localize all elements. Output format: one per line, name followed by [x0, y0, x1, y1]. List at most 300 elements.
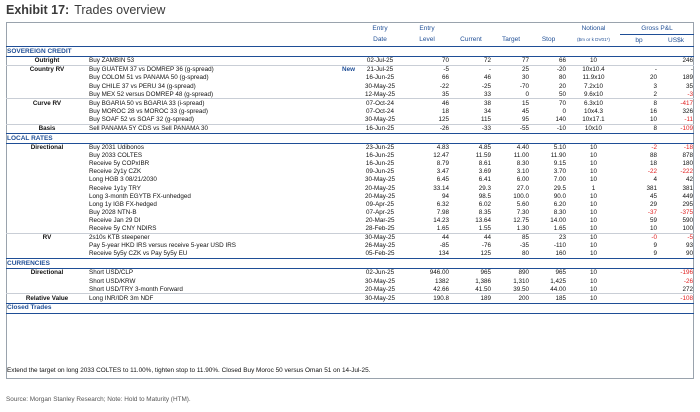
trade-description: Buy 2031 Udibonos [89, 144, 144, 152]
entry-level: 18 [441, 107, 449, 115]
header-stop: Stop [530, 35, 567, 47]
target-level: 80 [492, 250, 530, 259]
trade-row [6, 225, 694, 234]
current-level: 189 [450, 294, 492, 303]
stop-level: 5.10 [553, 144, 566, 152]
trade-description: Receive Jan 29 DI [89, 216, 141, 224]
new-badge [324, 201, 356, 209]
pnl-usdk: -109 [658, 124, 694, 133]
pnl-usdk: 93 [685, 242, 693, 250]
header-blank [530, 23, 567, 35]
new-badge [324, 250, 356, 259]
current-level: 8.35 [478, 208, 491, 216]
header-entry-level-2: Level [404, 35, 450, 47]
section-header [6, 259, 694, 269]
stop-level: 44.00 [550, 285, 566, 293]
pnl-bp: 88 [649, 152, 657, 160]
entry-level: 12.47 [433, 152, 449, 160]
section-title: Closed Trades [6, 303, 694, 313]
notional: 10x10.4 [567, 66, 620, 75]
pnl-bp [620, 269, 658, 278]
target-level: 30 [521, 74, 529, 82]
pnl-usdk: -26 [683, 277, 693, 285]
trade-row [6, 250, 694, 259]
pnl-usdk: 35 [685, 82, 693, 90]
current-level: 11.59 [475, 152, 491, 160]
row-category: Curve RV [6, 99, 88, 108]
target-level: 5.60 [516, 200, 529, 208]
current-level: 4.85 [478, 144, 491, 152]
header-blank [450, 23, 492, 35]
pnl-usdk: 449 [682, 192, 693, 200]
target-level: 8.30 [516, 160, 529, 168]
notional: 10 [589, 176, 597, 184]
current-level: 6.02 [478, 200, 491, 208]
entry-date: 28-Feb-25 [365, 225, 395, 233]
row-category: Directional [30, 144, 64, 152]
pnl-bp: 3 [653, 82, 657, 90]
pnl-bp: 8 [620, 99, 658, 108]
trade-description: Sell PANAMA 5Y CDS vs Sell PANAMA 30 [88, 124, 324, 133]
row-category [6, 242, 88, 250]
new-badge [324, 168, 356, 176]
target-level: 85 [492, 233, 530, 242]
entry-date: 12-May-25 [364, 90, 396, 98]
notional: 10 [589, 208, 597, 216]
target-level: 27.0 [516, 184, 529, 192]
row-category: RV [6, 233, 88, 242]
notional: 6.3x10 [567, 99, 620, 108]
target-level: 77 [521, 57, 529, 65]
current-level: 1.55 [478, 225, 491, 233]
entry-date: 23-Jun-25 [365, 144, 395, 152]
current-level: 38 [450, 99, 492, 108]
pnl-usdk: 381 [682, 184, 693, 192]
entry-date: 16-Jun-25 [356, 124, 404, 133]
pnl-usdk: -375 [680, 208, 693, 216]
entry-date: 21-Jul-25 [356, 66, 404, 75]
new-badge [324, 277, 356, 285]
current-level: 72 [483, 57, 491, 65]
stop-level: 6.20 [553, 200, 566, 208]
notional: 10 [589, 192, 597, 200]
pnl-bp: 381 [646, 184, 657, 192]
row-category [6, 152, 88, 160]
current-level: 13.64 [475, 216, 491, 224]
target-level: 45 [521, 107, 529, 115]
stop-level: 965 [555, 269, 566, 277]
pnl-usdk: -5 [658, 233, 694, 242]
pnl-usdk: -196 [680, 269, 693, 277]
pnl-bp: 10 [649, 225, 657, 233]
target-level: 200 [492, 294, 530, 303]
trade-description: 2s10s KTB steepener [88, 233, 324, 242]
pnl-usdk: 295 [682, 200, 693, 208]
current-level: - [450, 66, 492, 75]
current-level: 98.5 [478, 192, 491, 200]
entry-date: 30-May-25 [364, 277, 396, 285]
section-title: SOVEREIGN CREDIT [6, 47, 694, 57]
entry-date: 02-Jul-25 [366, 57, 394, 65]
entry-level: 4.83 [436, 144, 449, 152]
pnl-usdk: 189 [682, 74, 693, 82]
pnl-usdk: 326 [682, 107, 693, 115]
trade-row [6, 82, 694, 90]
source-note: Source: Morgan Stanley Research; Note: Hold to Maturity (HTM). [6, 396, 191, 403]
notional: 10 [589, 144, 597, 152]
header-blank [6, 35, 88, 47]
notional: 9.6x10 [584, 90, 603, 98]
trade-row [6, 90, 694, 99]
header-blank [88, 35, 324, 47]
current-level: 44 [450, 233, 492, 242]
target-level: 1.30 [516, 225, 529, 233]
row-category [6, 285, 88, 294]
pnl-bp: 2 [653, 90, 657, 98]
stop-level: 50 [558, 90, 566, 98]
trade-row [6, 233, 694, 242]
entry-date: 07-Oct-24 [366, 107, 394, 115]
target-level: -35 [519, 242, 529, 250]
section-title: LOCAL RATES [6, 133, 694, 143]
entry-date: 05-Feb-25 [356, 250, 404, 259]
target-level: 7.30 [516, 208, 529, 216]
new-badge [324, 116, 356, 125]
entry-level: 8.79 [436, 160, 449, 168]
trade-row [6, 143, 694, 152]
new-badge [324, 269, 356, 278]
stop-level: 7.00 [553, 176, 566, 184]
row-category [6, 277, 88, 285]
entry-date: 20-May-25 [364, 285, 396, 293]
row-category: Directional [30, 269, 64, 277]
current-level: 6.41 [478, 176, 491, 184]
current-level: -76 [481, 242, 491, 250]
trade-description: Receive 1y1y TRY [89, 184, 141, 192]
trade-row [6, 294, 694, 303]
header-entry-level-1: Entry [419, 24, 435, 32]
stop-level: 1.65 [553, 225, 566, 233]
target-level: -55 [492, 124, 530, 133]
entry-level: 33.14 [433, 184, 449, 192]
entry-level: 46 [404, 99, 450, 108]
entry-level: 44 [404, 233, 450, 242]
current-level: 965 [480, 269, 491, 277]
trade-description: Long 3-month EGYTB FX-unhedged [89, 192, 191, 200]
new-badge [324, 152, 356, 160]
entry-level: 3.47 [436, 168, 449, 176]
new-badge: New [324, 66, 356, 75]
new-badge [324, 160, 356, 168]
header-blank [492, 23, 530, 35]
entry-date: 02-Jun-25 [365, 269, 395, 277]
stop-level: 90.0 [553, 192, 566, 200]
trade-description: Receive 5y COPxIBR [89, 160, 150, 168]
entry-level: 42.66 [433, 285, 449, 293]
trade-row [6, 192, 694, 200]
trade-description: Buy 2033 COLTES [89, 152, 143, 160]
pnl-usdk: -3 [687, 90, 693, 98]
header-gross-pnl: Gross P&L [620, 23, 694, 35]
entry-level: -85 [439, 242, 449, 250]
notional: 10 [589, 277, 597, 285]
stop-level: 140 [555, 115, 566, 123]
target-level: 100.0 [513, 192, 529, 200]
header-blank [324, 23, 356, 35]
pnl-usdk: 246 [682, 57, 693, 65]
notional: 10 [589, 57, 597, 65]
entry-level: 125 [438, 115, 449, 123]
new-badge [324, 57, 356, 66]
entry-level: 190.8 [404, 294, 450, 303]
target-level: 890 [518, 269, 529, 277]
trade-row [6, 116, 694, 125]
stop-level: 70 [530, 99, 567, 108]
entry-level: 94 [441, 192, 449, 200]
entry-date: 30-May-25 [364, 115, 396, 123]
trade-row [6, 124, 694, 133]
target-level: 4.40 [516, 144, 529, 152]
entry-level: 1382 [434, 277, 449, 285]
exhibit-label: Exhibit 17: [6, 3, 70, 17]
entry-level: 7.98 [436, 208, 449, 216]
stop-level: 66 [558, 57, 566, 65]
stop-level: 23 [530, 233, 567, 242]
trades-table [6, 23, 694, 314]
trade-description: Buy 2028 NTN-B [89, 208, 137, 216]
notional: 10x10 [567, 124, 620, 133]
stop-level: 9.15 [553, 160, 566, 168]
entry-level: 946.00 [429, 269, 449, 277]
stop-level: -20 [530, 66, 567, 75]
trade-row [6, 217, 694, 225]
current-level: 34 [483, 107, 491, 115]
trade-row [6, 277, 694, 285]
pnl-usdk: 180 [682, 160, 693, 168]
new-badge [324, 124, 356, 133]
new-badge [324, 108, 356, 116]
pnl-bp: 45 [649, 192, 657, 200]
trade-row [6, 108, 694, 116]
pnl-bp: 9 [653, 242, 657, 250]
row-category [6, 82, 88, 90]
notional: 10 [589, 285, 597, 293]
target-level: 0 [525, 90, 529, 98]
section-header [6, 133, 694, 143]
header-entry-date-2: Date [356, 35, 404, 47]
notional: 11.9x10 [582, 74, 605, 82]
row-category [6, 176, 88, 184]
pnl-usdk: 878 [682, 152, 693, 160]
trade-row [6, 57, 694, 66]
pnl-usdk: 272 [682, 285, 693, 293]
notional: 10 [589, 200, 597, 208]
entry-level: 14.23 [433, 216, 449, 224]
target-level: 1,310 [513, 277, 529, 285]
row-category: Country RV [6, 66, 88, 75]
entry-date: 30-May-25 [356, 294, 404, 303]
pnl-bp: - [620, 66, 658, 75]
entry-level: -5 [404, 66, 450, 75]
new-badge [324, 225, 356, 234]
notional: 7.2x10 [584, 82, 603, 90]
target-level: 11.00 [513, 152, 529, 160]
stop-level: 1,425 [550, 277, 566, 285]
notional: 10 [589, 168, 597, 176]
new-badge [324, 74, 356, 82]
row-category: Relative Value [6, 294, 88, 303]
pnl-usdk: 90 [658, 250, 694, 259]
pnl-bp: 29 [649, 200, 657, 208]
header-notional-1: Notional [581, 24, 606, 32]
pnl-bp: 20 [649, 74, 657, 82]
row-category [6, 250, 88, 259]
entry-date: 26-May-25 [364, 242, 396, 250]
entry-date: 20-Mar-25 [365, 216, 395, 224]
new-badge [324, 294, 356, 303]
pnl-bp [620, 57, 658, 66]
stop-level: 3.70 [553, 168, 566, 176]
notional: 10 [567, 250, 620, 259]
current-level: 29.3 [478, 184, 491, 192]
pnl-usdk: -222 [680, 168, 693, 176]
header-entry-date-1: Entry [372, 24, 388, 32]
pnl-bp: 8 [620, 124, 658, 133]
trade-row [6, 152, 694, 160]
trade-row [6, 66, 694, 75]
trade-row [6, 209, 694, 217]
notional: 10 [589, 216, 597, 224]
new-badge [324, 90, 356, 99]
row-category [6, 217, 88, 225]
new-badge [324, 242, 356, 250]
entry-date: 16-Jun-25 [365, 160, 395, 168]
trade-row [6, 160, 694, 168]
entry-level: -22 [439, 82, 449, 90]
entry-level: 35 [441, 90, 449, 98]
row-category [6, 74, 88, 82]
entry-level: 1.65 [436, 225, 449, 233]
new-badge [324, 184, 356, 192]
notional: 10x4.3 [584, 107, 603, 115]
trade-description: Short USD/TRY 3-month Forward [89, 285, 183, 293]
entry-level: 6.45 [436, 176, 449, 184]
pnl-usdk: -18 [683, 144, 693, 152]
trade-description: Long 1y IGB FX-hedged [89, 200, 157, 208]
trade-row [6, 201, 694, 209]
trade-description: Receive 5y CNY NDIRS [89, 225, 157, 233]
entry-date: 20-May-25 [364, 192, 396, 200]
trade-description: Buy ZAMBIN 53 [89, 57, 135, 65]
trade-row [6, 269, 694, 278]
trade-description: Long INR/IDR 3m NDF [88, 294, 324, 303]
trade-description: Buy MOROC 28 vs MOROC 33 (g-spread) [89, 107, 208, 115]
pnl-usdk: 42 [685, 176, 693, 184]
footnote-text: Extend the target on long 2033 COLTES to 11.00%, tighten stop to 11.90%. Closed Buy Moroc 50 versus Oman 51 on 14-Jul-25. [7, 367, 371, 374]
header-blank [6, 23, 88, 35]
current-level: -25 [481, 82, 491, 90]
header-target: Target [492, 35, 530, 47]
target-level: 12.75 [513, 216, 529, 224]
trade-description: Pay 5-year HKD IRS versus receive 5-year USD IRS [89, 242, 236, 250]
header-blank [88, 23, 324, 35]
entry-level: 70 [441, 57, 449, 65]
pnl-usdk: -417 [658, 99, 694, 108]
entry-date: 30-May-25 [364, 82, 396, 90]
notional: 1 [591, 184, 596, 192]
stop-level: -110 [553, 242, 566, 250]
row-category [6, 108, 88, 116]
new-badge [324, 285, 356, 294]
header-bp: bp [620, 35, 658, 47]
stop-level: 8.30 [553, 208, 566, 216]
stop-level: 80 [558, 74, 566, 82]
current-level: 41.50 [475, 285, 491, 293]
row-category [6, 225, 88, 234]
notional: 10 [589, 225, 597, 233]
notional: 10 [567, 233, 620, 242]
exhibit-heading [6, 3, 165, 17]
current-level: 46 [483, 74, 491, 82]
section-header [6, 47, 694, 57]
trade-row [6, 242, 694, 250]
row-category [6, 160, 88, 168]
new-badge [324, 143, 356, 152]
current-level: -33 [450, 124, 492, 133]
row-category: Outright [34, 57, 60, 65]
notional: 10 [589, 152, 597, 160]
trade-row [6, 184, 694, 192]
pnl-bp: 59 [649, 216, 657, 224]
entry-date: 09-Apr-25 [365, 200, 394, 208]
section-title: CURRENCIES [6, 259, 694, 269]
current-level: 3.69 [478, 168, 491, 176]
notional: 10 [589, 269, 597, 277]
row-category: Basis [6, 124, 88, 133]
trade-row [6, 176, 694, 184]
pnl-bp [620, 285, 658, 294]
stop-level: 160 [530, 250, 567, 259]
trade-description: Buy SOAF 52 vs SOAF 32 (g-spread) [89, 115, 194, 123]
pnl-bp: -37 [647, 208, 657, 216]
entry-date: 16-Jun-25 [365, 74, 395, 82]
entry-date: 16-Jun-25 [365, 152, 395, 160]
current-level: 115 [480, 115, 491, 123]
trade-description: Buy BGARIA 50 vs BGARIA 33 (i-spread) [88, 99, 324, 108]
trade-description: Short USD/KRW [89, 277, 136, 285]
exhibit-title: Trades overview [74, 3, 166, 17]
pnl-usdk: -108 [658, 294, 694, 303]
trade-description: Buy COLOM 51 vs PANAMA 50 (g-spread) [89, 74, 209, 82]
target-level: 15 [492, 99, 530, 108]
trade-description: Buy GUATEM 37 vs DOMREP 36 (g-spread) [88, 66, 324, 75]
entry-date: 09-Jun-25 [365, 168, 395, 176]
header-usdk: US$k [658, 35, 694, 47]
new-badge [324, 99, 356, 108]
target-level: 6.00 [516, 176, 529, 184]
notional: 10 [589, 242, 597, 250]
section-header [6, 303, 694, 313]
pnl-bp: -22 [647, 168, 657, 176]
pnl-usdk: -11 [684, 115, 693, 123]
stop-level: 185 [530, 294, 567, 303]
row-category [6, 184, 88, 192]
entry-level: 6.32 [436, 200, 449, 208]
trade-row [6, 285, 694, 294]
pnl-bp: 18 [649, 160, 657, 168]
new-badge [324, 233, 356, 242]
header-current: Current [450, 35, 492, 47]
